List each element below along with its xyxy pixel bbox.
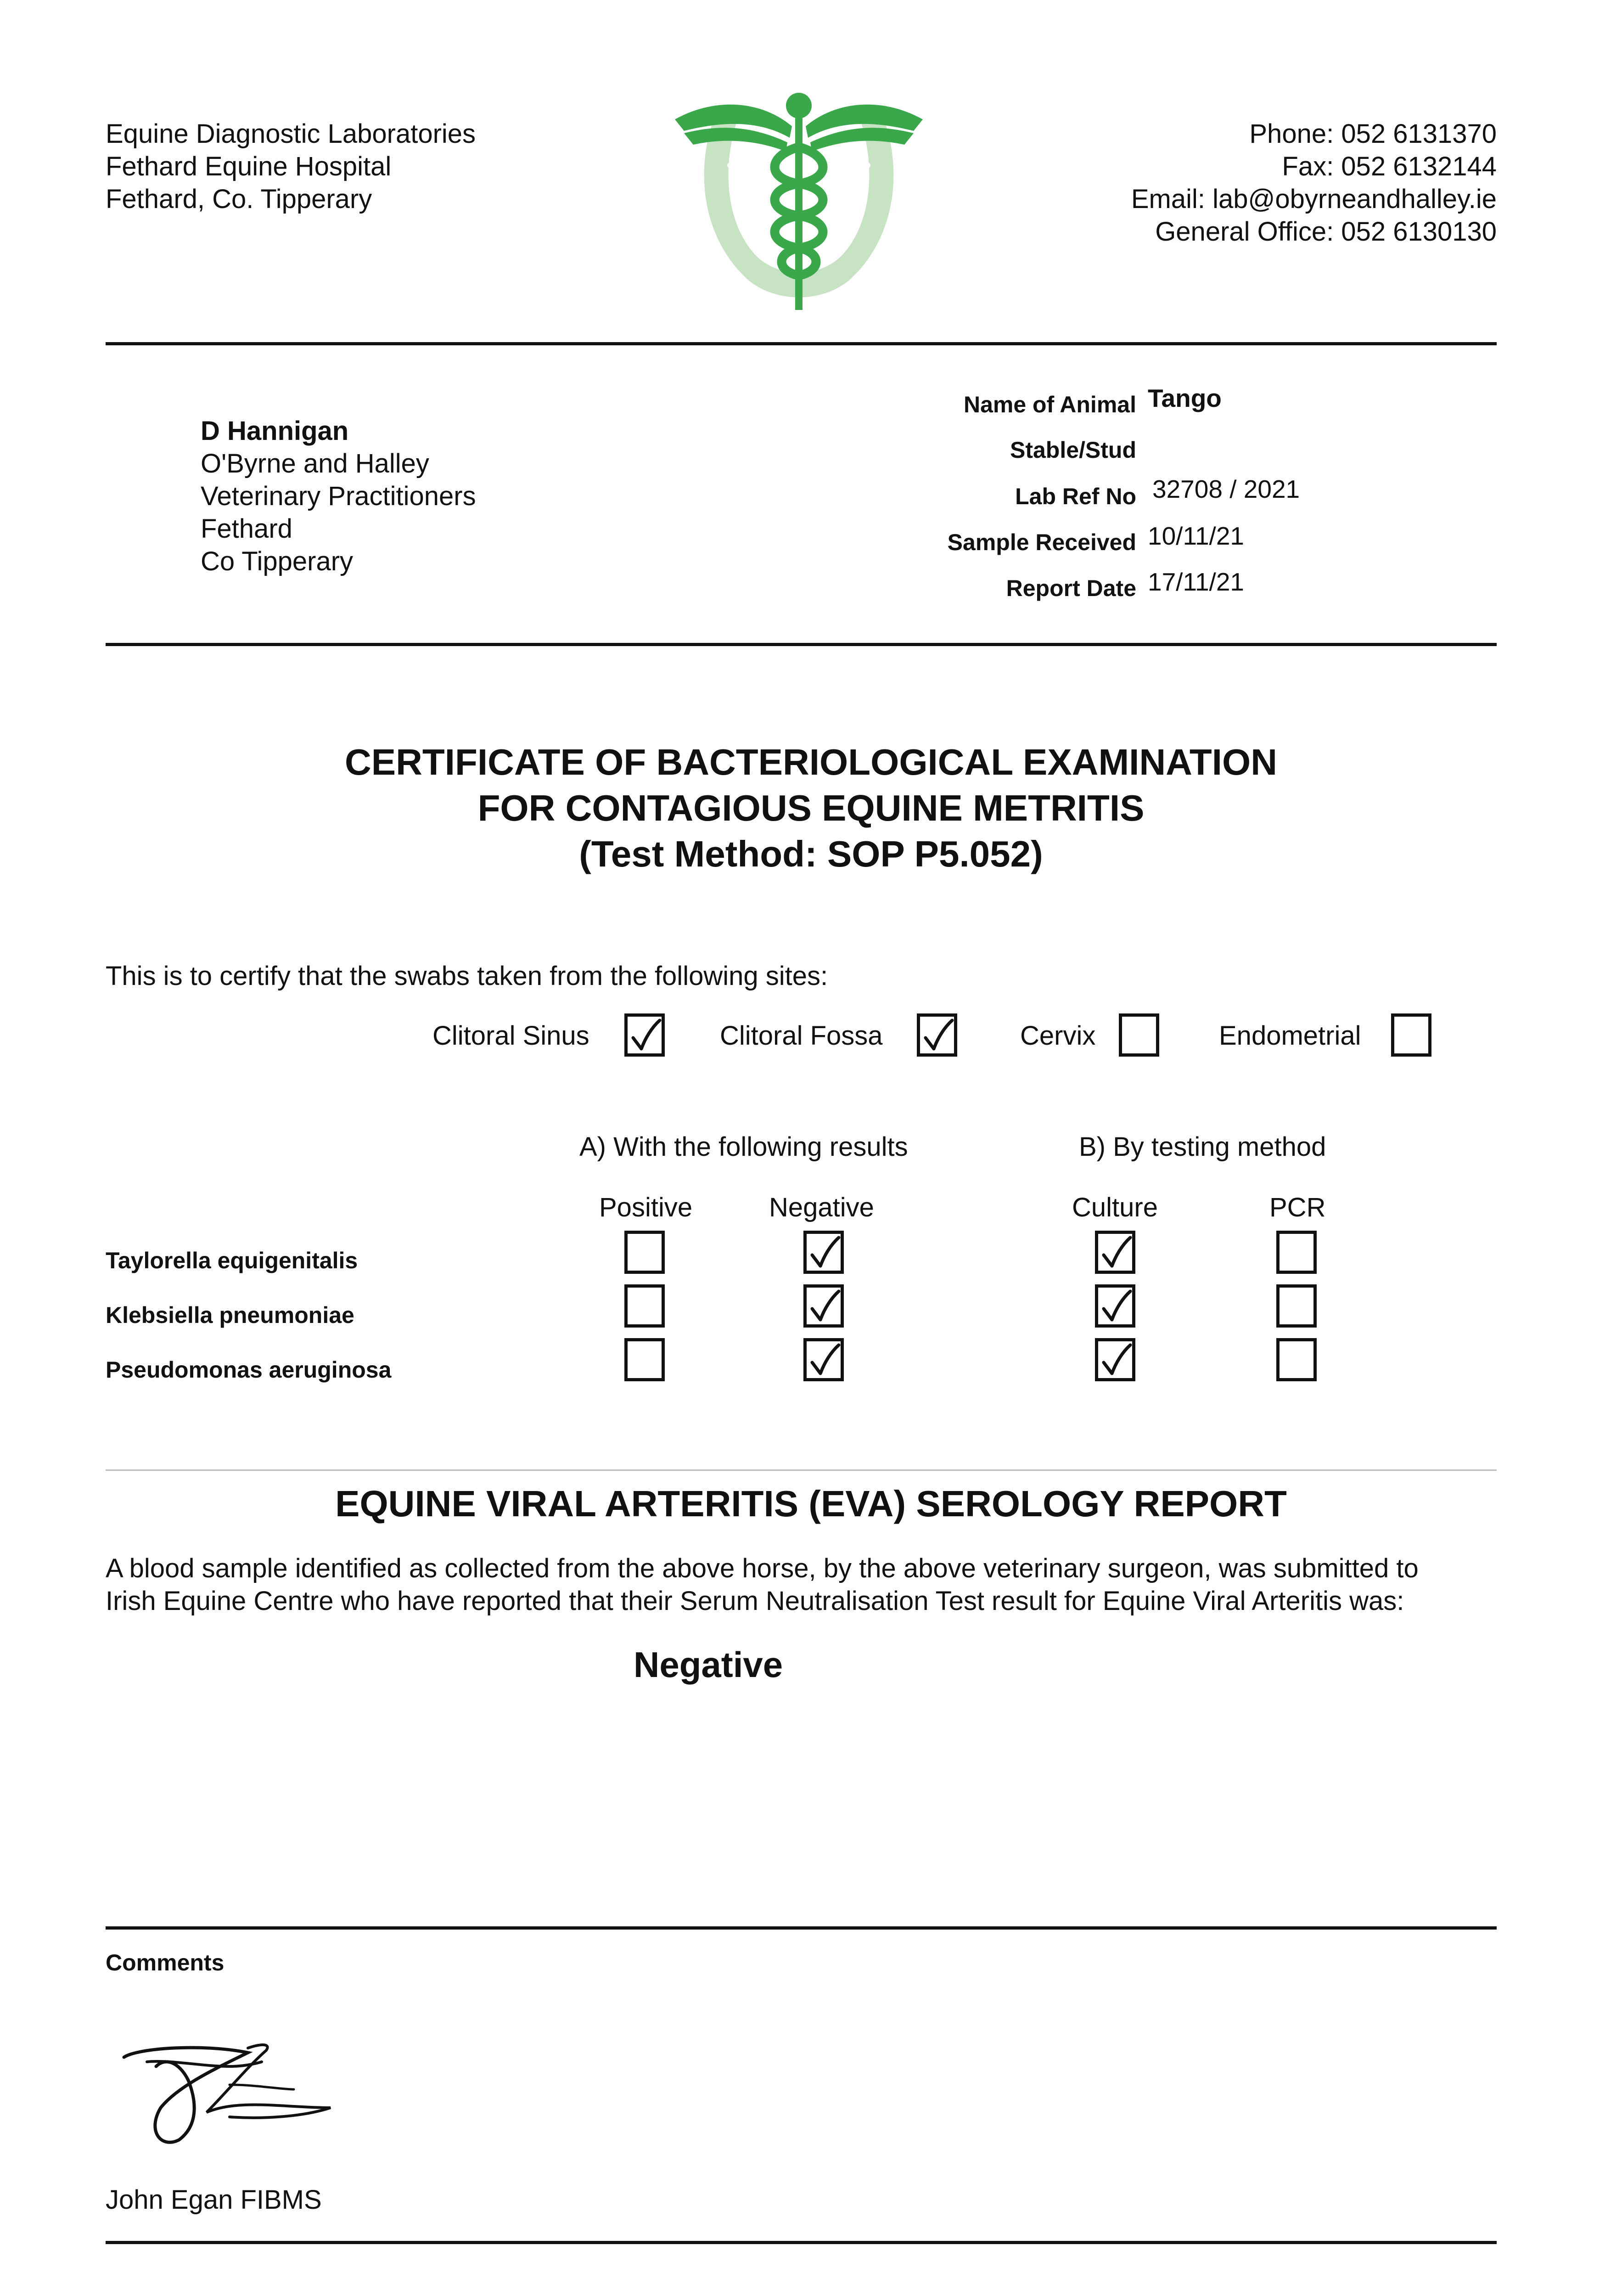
site-checkbox-cervix[interactable]	[1119, 1013, 1159, 1057]
footer-divider	[106, 2241, 1497, 2244]
result-checkbox-culture[interactable]	[1095, 1338, 1135, 1381]
animal-name-value: Tango	[1148, 384, 1222, 412]
eva-result: Negative	[634, 1644, 783, 1685]
column-header-negative: Negative	[769, 1193, 874, 1222]
site-label-endometrial: Endometrial	[1219, 1021, 1361, 1051]
site-checkbox-clitoral-sinus[interactable]	[624, 1013, 665, 1057]
lab-address-line: Fethard Equine Hospital	[106, 152, 392, 181]
report-date-label: Report Date	[1006, 575, 1136, 601]
general-office-number: General Office: 052 6130130	[1155, 217, 1497, 247]
column-header-culture: Culture	[1072, 1193, 1158, 1222]
report-date-value: 17/11/21	[1148, 568, 1245, 596]
recipient-name: D Hannigan	[201, 416, 349, 446]
result-checkbox-positive[interactable]	[624, 1338, 665, 1381]
checkmark-icon	[629, 1019, 662, 1053]
animal-name-label: Name of Animal	[963, 392, 1136, 417]
header-divider	[106, 342, 1497, 345]
lab-ref-label: Lab Ref No	[1015, 484, 1136, 509]
caduceus-horseshoe-logo	[666, 87, 932, 317]
certify-text: This is to certify that the swabs taken from the following sites:	[106, 961, 828, 991]
stable-stud-label: Stable/Stud	[1010, 437, 1136, 463]
details-divider	[106, 643, 1497, 646]
column-header-pcr: PCR	[1269, 1193, 1326, 1222]
result-checkbox-pcr[interactable]	[1276, 1231, 1317, 1274]
organism-name: Klebsiella pneumoniae	[106, 1302, 354, 1328]
site-checkbox-clitoral-fossa[interactable]	[917, 1013, 957, 1057]
recipient-line: Fethard	[201, 514, 292, 544]
results-heading: A) With the following results	[579, 1132, 908, 1162]
sample-received-value: 10/11/21	[1148, 522, 1245, 550]
organism-name: Taylorella equigenitalis	[106, 1248, 358, 1273]
lab-address-line: Fethard, Co. Tipperary	[106, 184, 372, 214]
fax-number: Fax: 052 6132144	[1282, 152, 1497, 181]
result-checkbox-pcr[interactable]	[1276, 1284, 1317, 1328]
recipient-line: Veterinary Practitioners	[201, 481, 476, 511]
section-divider	[106, 1469, 1497, 1471]
result-checkbox-positive[interactable]	[624, 1284, 665, 1328]
checkmark-icon	[808, 1236, 841, 1271]
result-checkbox-culture[interactable]	[1095, 1284, 1135, 1328]
result-checkbox-positive[interactable]	[624, 1231, 665, 1274]
email-address: Email: lab@obyrneandhalley.ie	[1131, 184, 1497, 214]
result-checkbox-negative[interactable]	[803, 1338, 844, 1381]
checkmark-icon	[808, 1343, 841, 1378]
recipient-line: O'Byrne and Halley	[201, 449, 429, 478]
phone-number: Phone: 052 6131370	[1249, 119, 1497, 149]
recipient-line: Co Tipperary	[201, 546, 354, 576]
comments-label: Comments	[106, 1950, 224, 1975]
result-checkbox-negative[interactable]	[803, 1284, 844, 1328]
certificate-title-line: FOR CONTAGIOUS EQUINE METRITIS	[477, 788, 1145, 828]
site-checkbox-endometrial[interactable]	[1391, 1013, 1431, 1057]
result-checkbox-pcr[interactable]	[1276, 1338, 1317, 1381]
checkmark-icon	[1100, 1236, 1132, 1271]
method-heading: B) By testing method	[1079, 1132, 1326, 1162]
organism-name: Pseudomonas aeruginosa	[106, 1357, 392, 1383]
site-label-cervix: Cervix	[1020, 1021, 1096, 1051]
signatory-name: John Egan FIBMS	[106, 2185, 322, 2215]
certificate-title-line: CERTIFICATE OF BACTERIOLOGICAL EXAMINATION	[344, 742, 1278, 782]
column-header-positive: Positive	[599, 1193, 693, 1222]
lab-ref-value: 32708 / 2021	[1152, 475, 1300, 503]
checkmark-icon	[808, 1289, 841, 1324]
sample-received-label: Sample Received	[947, 529, 1136, 555]
site-label-clitoral-fossa: Clitoral Fossa	[720, 1021, 883, 1051]
checkmark-icon	[922, 1019, 954, 1053]
result-checkbox-culture[interactable]	[1095, 1231, 1135, 1274]
result-checkbox-negative[interactable]	[803, 1231, 844, 1274]
site-label-clitoral-sinus: Clitoral Sinus	[432, 1021, 589, 1051]
checkmark-icon	[1100, 1289, 1132, 1324]
eva-text-line: Irish Equine Centre who have reported that their Serum Neutralisation Test result for Equine Viral Arteritis was:	[106, 1586, 1404, 1616]
eva-title: EQUINE VIRAL ARTERITIS (EVA) SEROLOGY REPORT	[335, 1483, 1287, 1524]
comments-divider	[106, 1926, 1497, 1930]
lab-address-line: Equine Diagnostic Laboratories	[106, 119, 476, 149]
signature	[110, 2039, 349, 2158]
checkmark-icon	[1100, 1343, 1132, 1378]
test-method-line: (Test Method: SOP P5.052)	[579, 833, 1043, 874]
eva-text-line: A blood sample identified as collected from the above horse, by the above veterinary surgeon, was submitted to	[106, 1553, 1419, 1583]
